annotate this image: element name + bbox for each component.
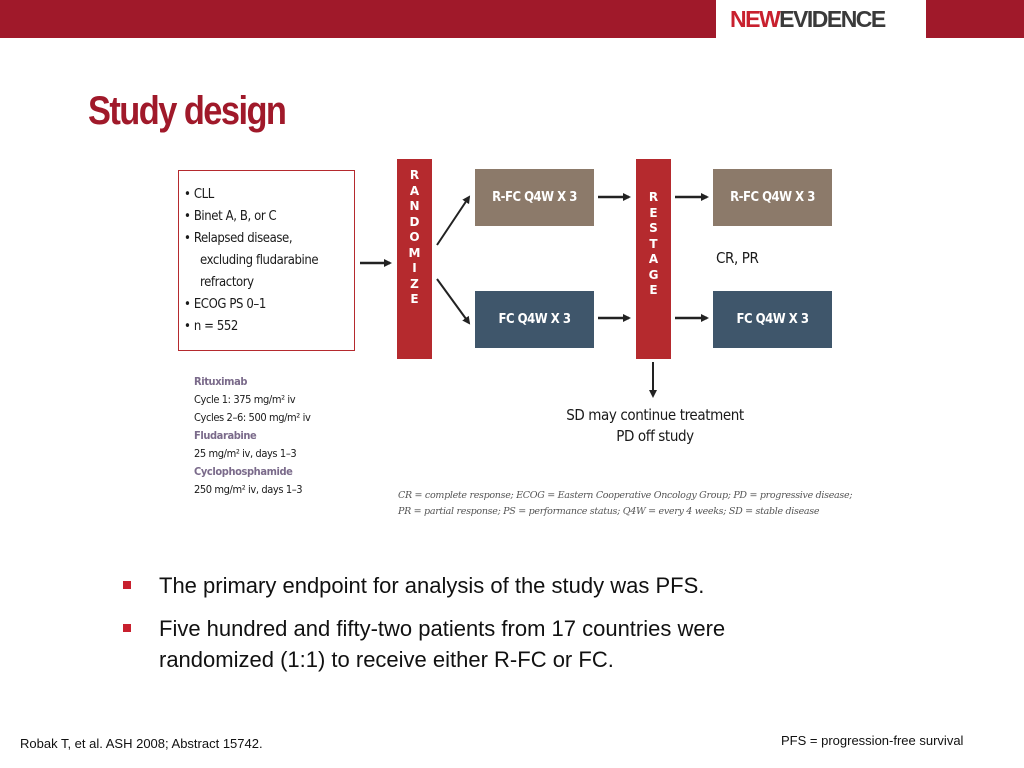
cyclophosphamide-dose: 250 mg/m² iv, days 1–3 (194, 483, 303, 496)
randomize-letter: D (409, 214, 420, 229)
bullet-square-icon (123, 581, 131, 589)
arrow-randomize-to-rfc (437, 197, 469, 245)
rituximab-label: Rituximab (194, 375, 248, 388)
randomize-letter: Z (410, 276, 419, 291)
eligibility-item: • Binet A, B, or C (184, 209, 277, 224)
restage-letter: S (649, 221, 658, 235)
eligibility-item: • CLL (184, 187, 214, 202)
key-point-text: Five hundred and fifty-two patients from 17 countries were randomized (1:1) to receive either R-FC or FC. (159, 616, 726, 672)
arrow-randomize-to-fc (437, 279, 469, 323)
randomize-letter: M (408, 245, 421, 260)
key-point-text: The primary endpoint for analysis of the study was PFS. (159, 573, 705, 598)
eligibility-item: • ECOG PS 0–1 (184, 297, 266, 312)
restage-letter: G (648, 267, 659, 282)
fludarabine-dose: 25 mg/m² iv, days 1–3 (194, 447, 297, 460)
fc-arm-box: FC Q4W X 3 (475, 291, 594, 348)
citation: Robak T, et al. ASH 2008; Abstract 15742. (20, 736, 263, 751)
footnote-abbreviation: PFS = progression-free survival (781, 733, 964, 748)
key-point (120, 570, 840, 601)
randomize-letter: A (409, 183, 420, 198)
fludarabine-label: Fludarabine (194, 429, 257, 442)
eligibility-item: refractory (200, 275, 254, 290)
randomize-letter: I (412, 261, 417, 275)
randomize-letter: O (409, 230, 420, 244)
sd-line: SD may continue treatment (566, 406, 744, 424)
rfc-arm-box: R-FC Q4W X 3 (475, 169, 594, 226)
rfc-continuation-box: R-FC Q4W X 3 (713, 169, 832, 226)
restage-letter: T (649, 236, 658, 251)
fc-continuation-box: FC Q4W X 3 (713, 291, 832, 348)
abbreviations-note (398, 488, 852, 520)
slide-title: Study design (88, 89, 286, 133)
key-points-list (120, 570, 840, 687)
restage-letter: A (648, 252, 659, 266)
randomize-letter: R (409, 168, 420, 182)
logo-prefix: NEW (730, 6, 780, 32)
abbreviations-line-2: PR = partial response; PS = performance status; Q4W = every 4 weeks; SD = stable disease (398, 506, 820, 517)
abbreviations-line-1: CR = complete response; ECOG = Eastern Cooperative Oncology Group; PD = progressive disease; (398, 490, 853, 501)
key-point (120, 613, 840, 675)
rituximab-cycle1: Cycle 1: 375 mg/m² iv (194, 393, 296, 406)
eligibility-item: • n = 552 (184, 319, 238, 334)
pd-line: PD off study (616, 427, 694, 445)
restage-letter: E (649, 205, 658, 220)
randomize-letter: E (410, 292, 419, 306)
cyclophosphamide-label: Cyclophosphamide (194, 465, 293, 478)
eligibility-item: excluding fludarabine (200, 253, 319, 268)
regimen-details (194, 373, 310, 499)
eligibility-item: • Relapsed disease, (184, 231, 293, 246)
restage-letter: E (649, 283, 658, 297)
bullet-square-icon (123, 624, 131, 632)
rituximab-cycle2: Cycles 2–6: 500 mg/m² iv (194, 411, 311, 424)
logo-suffix: EVIDENCE (779, 6, 885, 32)
response-label: CR, PR (716, 249, 759, 267)
restage-letter: R (648, 190, 659, 204)
randomize-letter: N (409, 199, 420, 213)
